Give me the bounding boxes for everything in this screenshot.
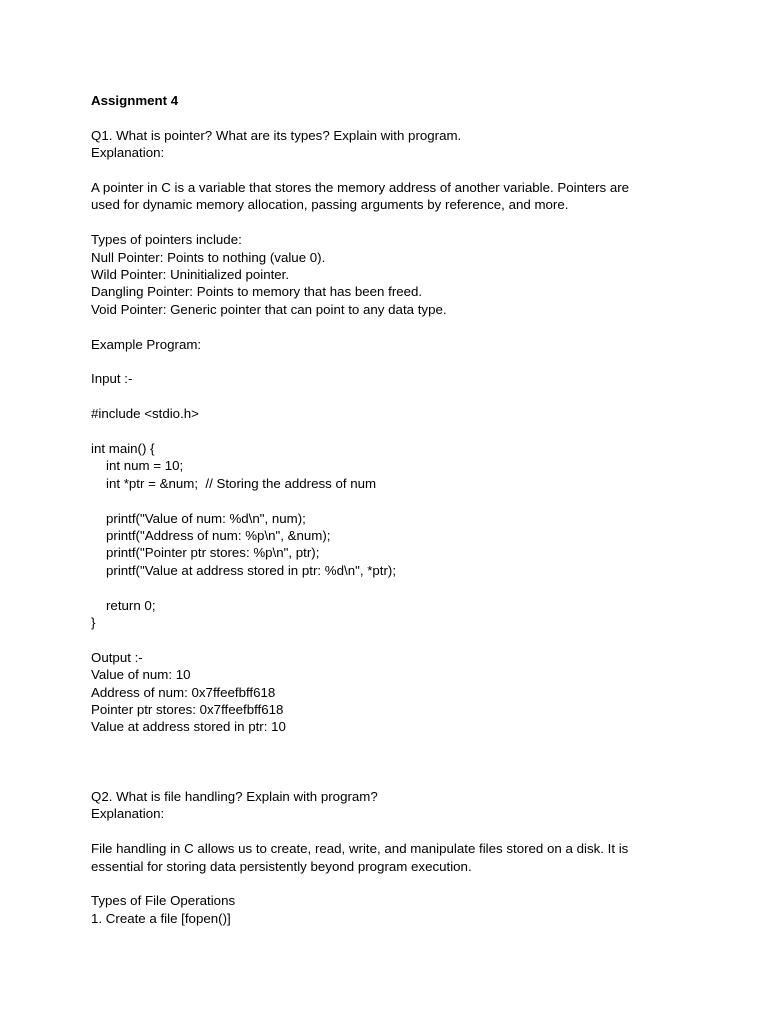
output-line: Pointer ptr stores: 0x7ffeefbff618 [91,702,284,718]
spacer [91,318,691,335]
spacer [91,388,691,405]
q1-paragraph-line: used for dynamic memory allocation, passing arguments by reference, and more. [91,197,569,213]
pointer-type-item: Void Pointer: Generic pointer that can point to any data type. [91,301,447,317]
code-line: int num = 10; [106,458,184,474]
document-page [91,92,691,927]
q2-paragraph-line: File handling in C allows us to create, read, write, and manipulate files stored on a disk. It is [91,841,629,857]
code-line: int *ptr = &num; // Storing the address of num [106,475,377,491]
pointer-type-item: Dangling Pointer: Points to memory that has been freed. [91,284,423,300]
example-program-label: Example Program: [91,336,202,352]
pointer-type-item: Wild Pointer: Uninitialized pointer. [91,267,290,283]
spacer [91,353,691,370]
spacer [91,579,691,596]
assignment-title: Assignment 4 [91,93,179,108]
code-line: printf("Address of num: %p\n", &num); [106,528,331,544]
output-line: Address of num: 0x7ffeefbff618 [91,684,276,700]
spacer [91,771,691,788]
spacer [91,875,691,892]
q2-explanation-label: Explanation: [91,806,165,822]
q2-paragraph-line: essential for storing data persistently beyond program execution. [91,858,472,874]
output-label: Output :- [91,649,143,665]
spacer [91,736,691,753]
code-main-open: int main() { [91,441,155,457]
q1-paragraph-line: A pointer in C is a variable that stores the memory address of another variable. Pointers are [91,180,630,195]
spacer [91,823,691,840]
spacer [91,631,691,648]
spacer [91,162,691,179]
q1-question: Q1. What is pointer? What are its types? Explain with program. [91,127,462,143]
code-line: printf("Pointer ptr stores: %p\n", ptr); [106,545,320,561]
spacer [91,214,691,231]
code-line: printf("Value of num: %d\n", num); [106,510,306,526]
spacer [91,109,691,126]
q2-question: Q2. What is file handling? Explain with program? [91,789,378,805]
output-line: Value of num: 10 [91,667,191,683]
spacer [91,423,691,440]
code-include: #include <stdio.h> [91,406,199,422]
code-return: return 0; [106,597,156,613]
q1-types-heading: Types of pointers include: [91,232,242,248]
input-label: Input :- [91,371,133,387]
code-line: printf("Value at address stored in ptr: %d\n", *ptr); [106,562,397,578]
file-ops-heading: Types of File Operations [91,893,236,909]
q1-explanation-label: Explanation: [91,145,165,161]
file-op-item: 1. Create a file [fopen()] [91,910,231,926]
spacer [91,492,691,509]
code-close: } [91,615,96,631]
pointer-type-item: Null Pointer: Points to nothing (value 0). [91,249,326,265]
spacer [91,753,691,770]
output-line: Value at address stored in ptr: 10 [91,719,286,735]
